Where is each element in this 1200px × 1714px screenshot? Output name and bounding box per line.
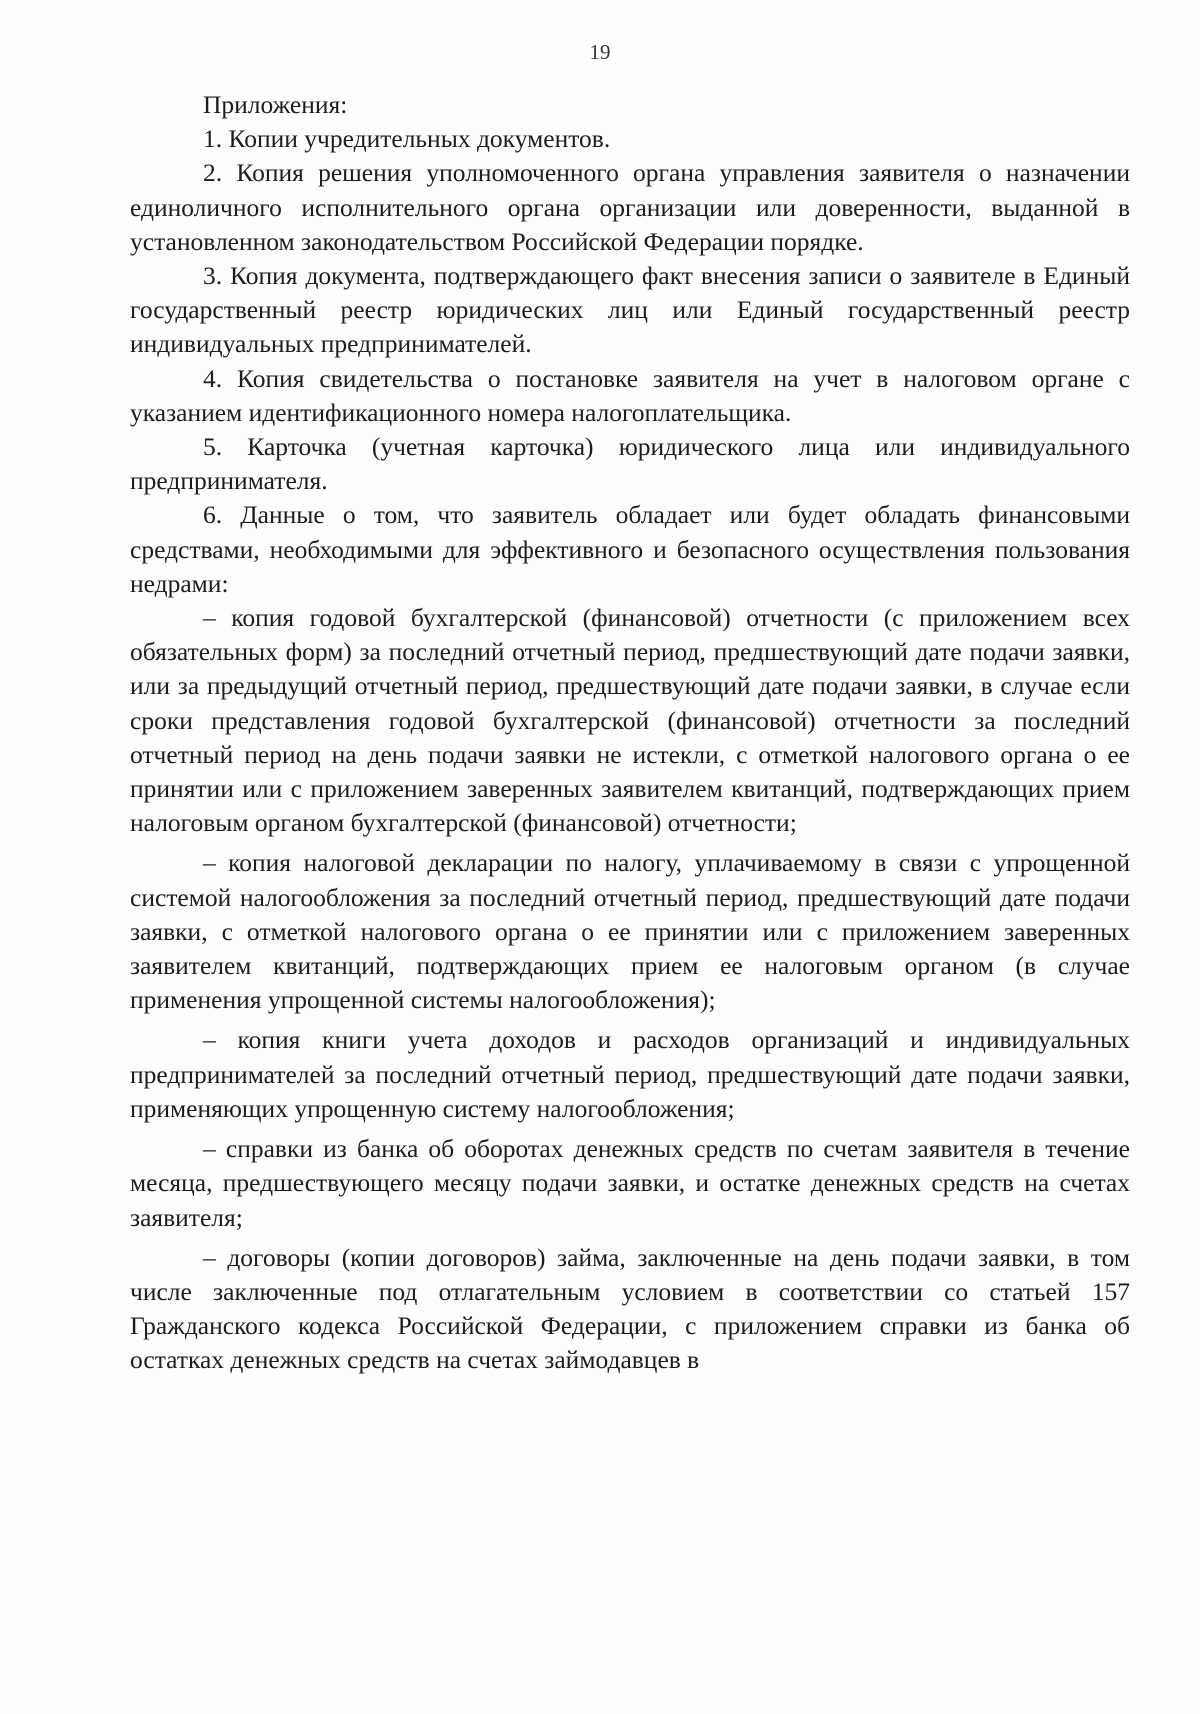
appendix-item-1: 1. Копии учредительных документов. bbox=[203, 124, 611, 154]
sub-item-bank-statements: – справки из банка об оборотах денежных средств по счетам заявителя в течение месяца, предшествующего месяцу подачи заявки, и остатке денежных средств на счетах заявителя; bbox=[130, 1134, 1130, 1232]
appendix-item-4: 4. Копия свидетельства о постановке заявителя на учет в налоговом органе с указанием идентификационного номера налогоплательщика. bbox=[130, 363, 1130, 427]
page-number: 19 bbox=[589, 40, 611, 64]
sub-item-income-ledger: – копия книги учета доходов и расходов организаций и индивидуальных предпринимателей за последний отчетный период, предшествующий дате подачи заявки, применяющих упрощенную систему налогообложения; bbox=[130, 1025, 1130, 1123]
sub-item-annual-statements: – копия годовой бухгалтерской (финансовой) отчетности (с приложением всех обязательных форм) за последний отчетный период, предшествующий дате подачи заявки, или за предыдущий отчетный период, предшествующий дате подачи заявки, в случае если сроки представления годовой бухгалтерской (финансовой) отчетности за последний отчетный период на день подачи заявки не истекли, с отметкой налогового органа о ее принятии или с приложением заверенных заявителем квитанций, подтверждающих прием налоговым органом бухгалтерской (финансовой) отчетности; bbox=[130, 603, 1130, 838]
appendix-heading: Приложения: bbox=[203, 90, 348, 119]
sub-item-tax-declaration: – копия налоговой декларации по налогу, уплачиваемому в связи с упрощенной системой налогообложения за последний отчетный период, предшествующий дате подачи заявки, с отметкой налогового органа о ее принятии или с приложением заверенных заявителем квитанций, подтверждающих прием ее налоговым органом (в случае применения упрощенной системы налогообложения); bbox=[130, 848, 1130, 1015]
sub-item-loan-agreements: – договоры (копии договоров) займа, заключенные на день подачи заявки, в том числе заключенные под отлагательным условием в соответствии со статьей 157 Гражданского кодекса Российской Федерации, с приложением справки из банка об остатках денежных средств на счетах займодавцев в bbox=[130, 1242, 1130, 1375]
document-body bbox=[130, 88, 1130, 1378]
appendix-item-5: 5. Карточка (учетная карточка) юридического лица или индивидуального предпринимателя. bbox=[130, 432, 1130, 496]
appendix-item-2: 2. Копия решения уполномоченного органа управления заявителя о назначении единоличного исполнительного органа организации или доверенности, выданной в установленном законодательством Российской Федерации порядке. bbox=[130, 158, 1130, 256]
appendix-item-6: 6. Данные о том, что заявитель обладает или будет обладать финансовыми средствами, необходимыми для эффективного и безопасного осуществления пользования недрами: bbox=[130, 500, 1130, 598]
appendix-item-3: 3. Копия документа, подтверждающего факт внесения записи о заявителе в Единый государственный реестр юридических лиц или Единый государственный реестр индивидуальных предпринимателей. bbox=[130, 261, 1130, 359]
